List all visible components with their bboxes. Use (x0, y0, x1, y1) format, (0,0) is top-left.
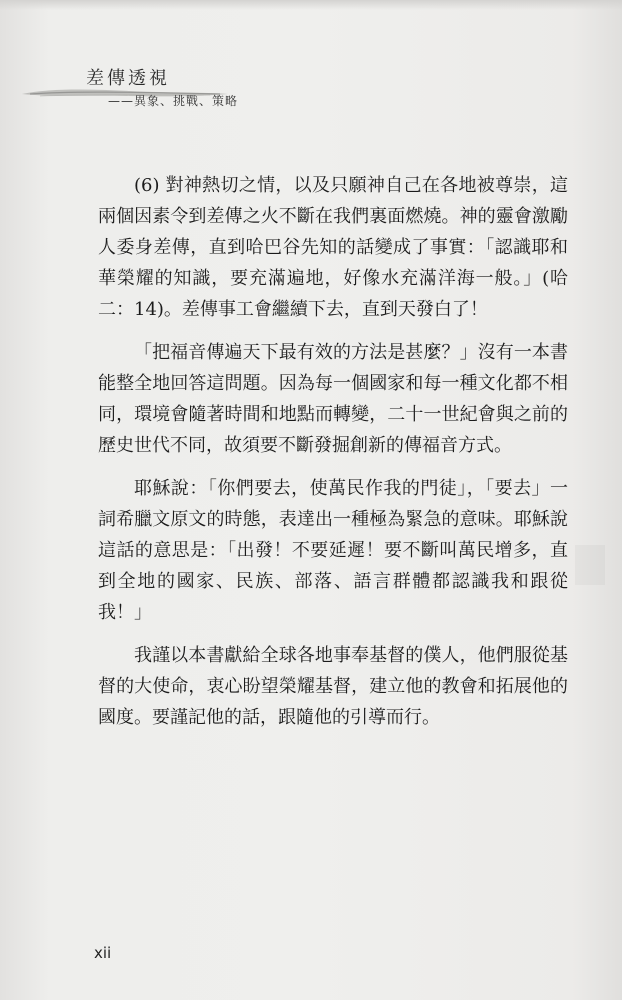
paragraph: 我謹以本書獻給全球各地事奉基督的僕人，他們服從基督的大使命，衷心盼望榮耀基督，建立他的教會和拓展他的國度。要謹記他的話，跟隨他的引導而行。 (98, 645, 568, 728)
book-title: 差傳透視 (86, 68, 170, 89)
running-header (0, 55, 300, 125)
page-top-edge (0, 0, 622, 10)
bleed-through-mark (396, 118, 442, 175)
body-text (98, 170, 568, 745)
paragraph: (6) 對神熱切之情，以及只願神自己在各地被尊崇，這兩個因素令到差傳之火不斷在我們裏面燃燒。神的靈會激勵人委身差傳，直到哈巴谷先知的話變成了事實：「認識耶和華榮耀的知識，要充滿遍地，好像水充滿洋海一般。」(哈二：14)。差傳事工會繼續下去，直到天發白了！ (98, 175, 568, 320)
paragraph: 耶穌說：「你們要去，使萬民作我的門徒」，「要去」一詞希臘文原文的時態，表達出一種極為緊急的意味。耶穌說這話的意思是：「出發！不要延遲！要不斷叫萬民增多，直到全地的國家、民族、部落、語言群體都認識我和跟從我！」 (98, 478, 568, 623)
paragraph: 「把福音傳遍天下最有效的方法是甚麼？」沒有一本書能整全地回答這問題。因為每一個國家和每一種文化都不相同，環境會隨著時間和地點而轉變，二十一世紀會與之前的歷史世代不同，故須要不斷發掘創新的傳福音方式。 (98, 342, 568, 456)
page-number: xii (94, 944, 112, 962)
bleed-through-mark (575, 545, 605, 585)
book-subtitle: ——異象、挑戰、策略 (108, 94, 239, 108)
